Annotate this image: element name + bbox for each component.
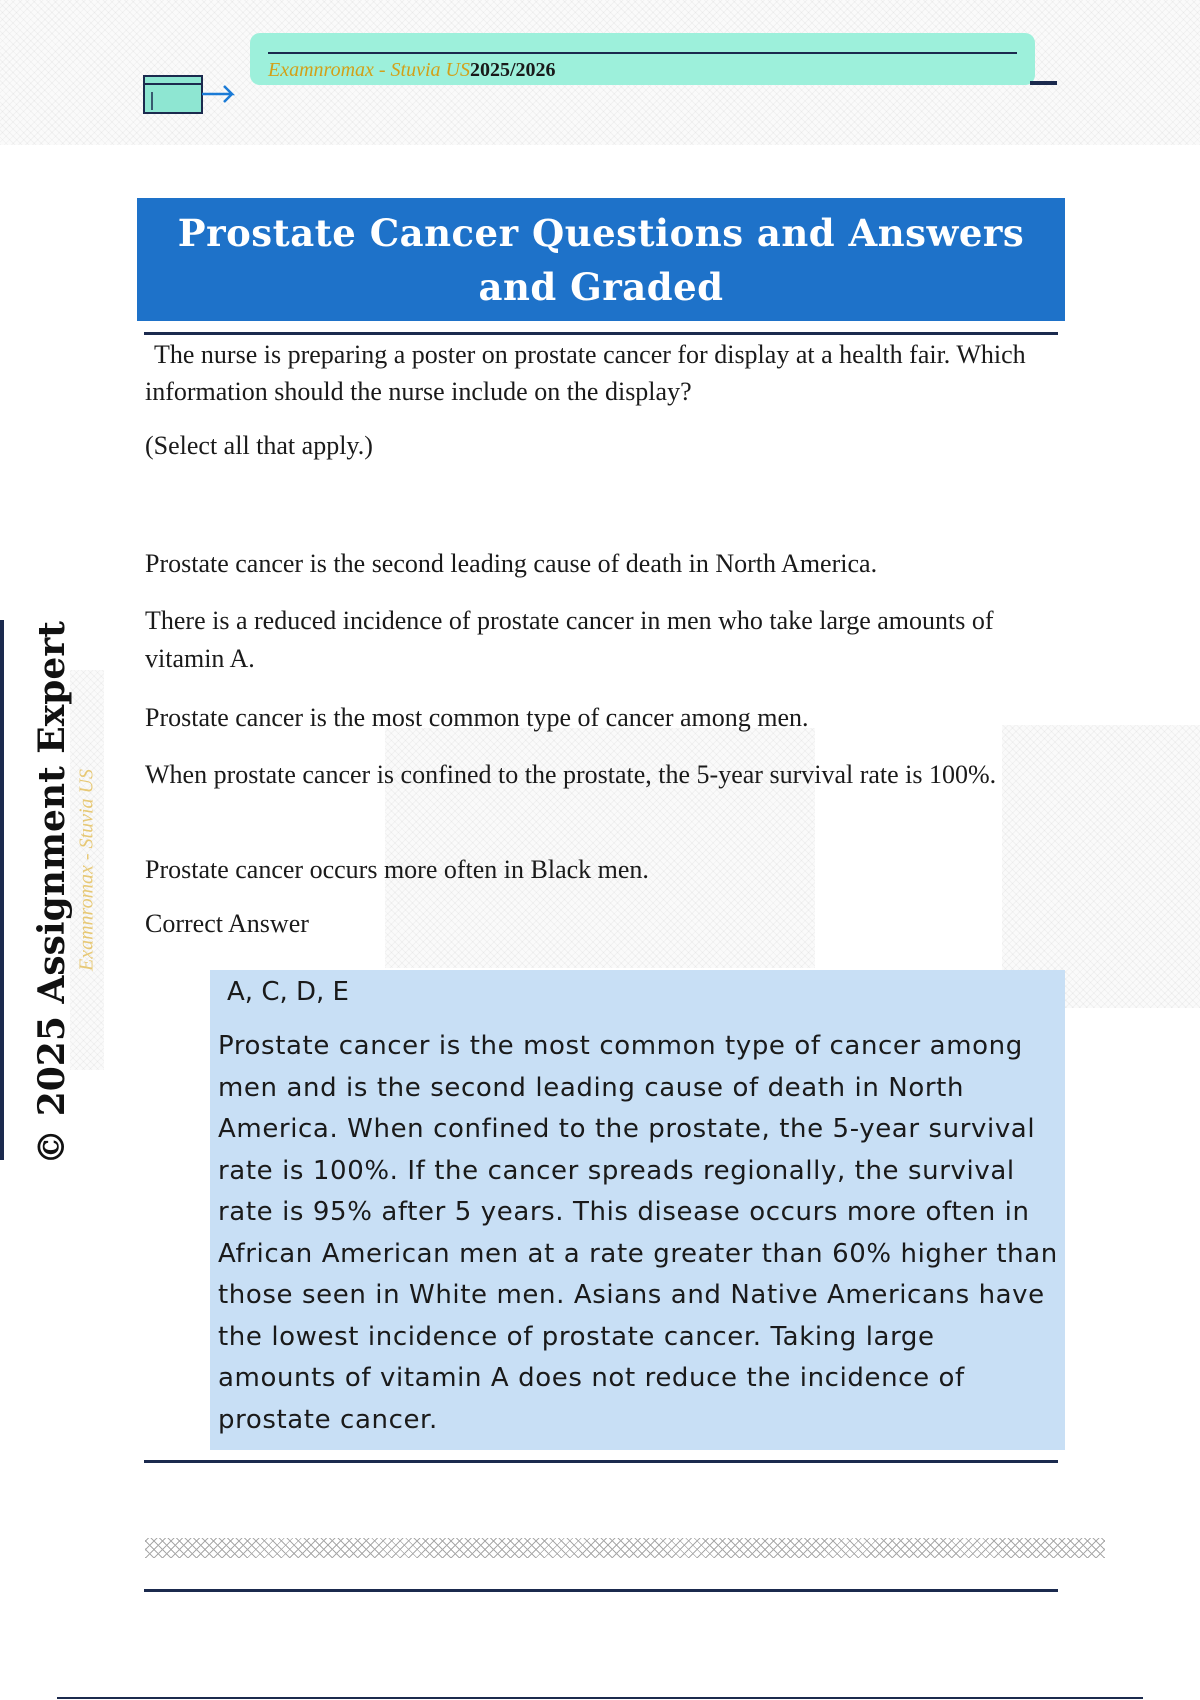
- page-title: Prostate Cancer Questions and Answers and Graded: [177, 210, 1025, 309]
- question-instruction: (Select all that apply.): [145, 431, 373, 460]
- answer-box: [210, 970, 1065, 1450]
- header-text: [268, 59, 556, 82]
- document-icon: [142, 72, 240, 117]
- answer-option: Prostate cancer is the second leading cause of death in North America.: [145, 549, 878, 578]
- answer-option: When prostate cancer is confined to the prostate, the 5-year survival rate is 100%.: [145, 760, 997, 789]
- answer-option: Prostate cancer is the most common type of cancer among men.: [145, 703, 809, 732]
- header-rule: [268, 52, 1017, 54]
- side-watermark-text: Examnromax - Stuvia US: [75, 769, 98, 971]
- section-divider: [144, 1589, 1058, 1592]
- correct-answer-label: Correct Answer: [145, 909, 309, 938]
- decorative-zigzag: [145, 1538, 1105, 1558]
- answer-option: Prostate cancer occurs more often in Black men.: [145, 855, 649, 884]
- answer-option: There is a reduced incidence of prostate cancer in men who take large amounts of vitamin A.: [145, 606, 994, 673]
- correct-answer-letters: A, C, D, E: [227, 977, 349, 1007]
- question-prompt: The nurse is preparing a poster on prostate cancer for display at a health fair. Which information should the nurse include on the display?: [145, 340, 1026, 406]
- header-year: 2025/2026: [470, 59, 556, 81]
- header-brand: Examnromax - Stuvia US: [268, 59, 470, 81]
- title-banner: [137, 198, 1065, 321]
- header-bar: [250, 33, 1035, 85]
- answer-rationale: Prostate cancer is the most common type of cancer among men and is the second leading cause of death in North America. When confined to the prostate, the 5-year survival rate is 100%. If the cancer spreads regionally, the survival rate is 95% after 5 years. This disease occurs more often in African American men at a rate greater than 60% higher than those seen in White men. Asians and Native Americans have the lowest incidence of prostate cancer. Taking large amounts of vitamin A does not reduce the incidence of prostate cancer.: [218, 1031, 1058, 1435]
- section-divider: [144, 1460, 1058, 1463]
- header-rule-tail: [1030, 81, 1057, 85]
- sidebar-accent-bar: [0, 620, 4, 1160]
- title-underline: [144, 332, 1058, 335]
- sidebar-copyright: © 2025 Assignment Expert: [31, 621, 73, 1165]
- footer-rule: [57, 1697, 1143, 1699]
